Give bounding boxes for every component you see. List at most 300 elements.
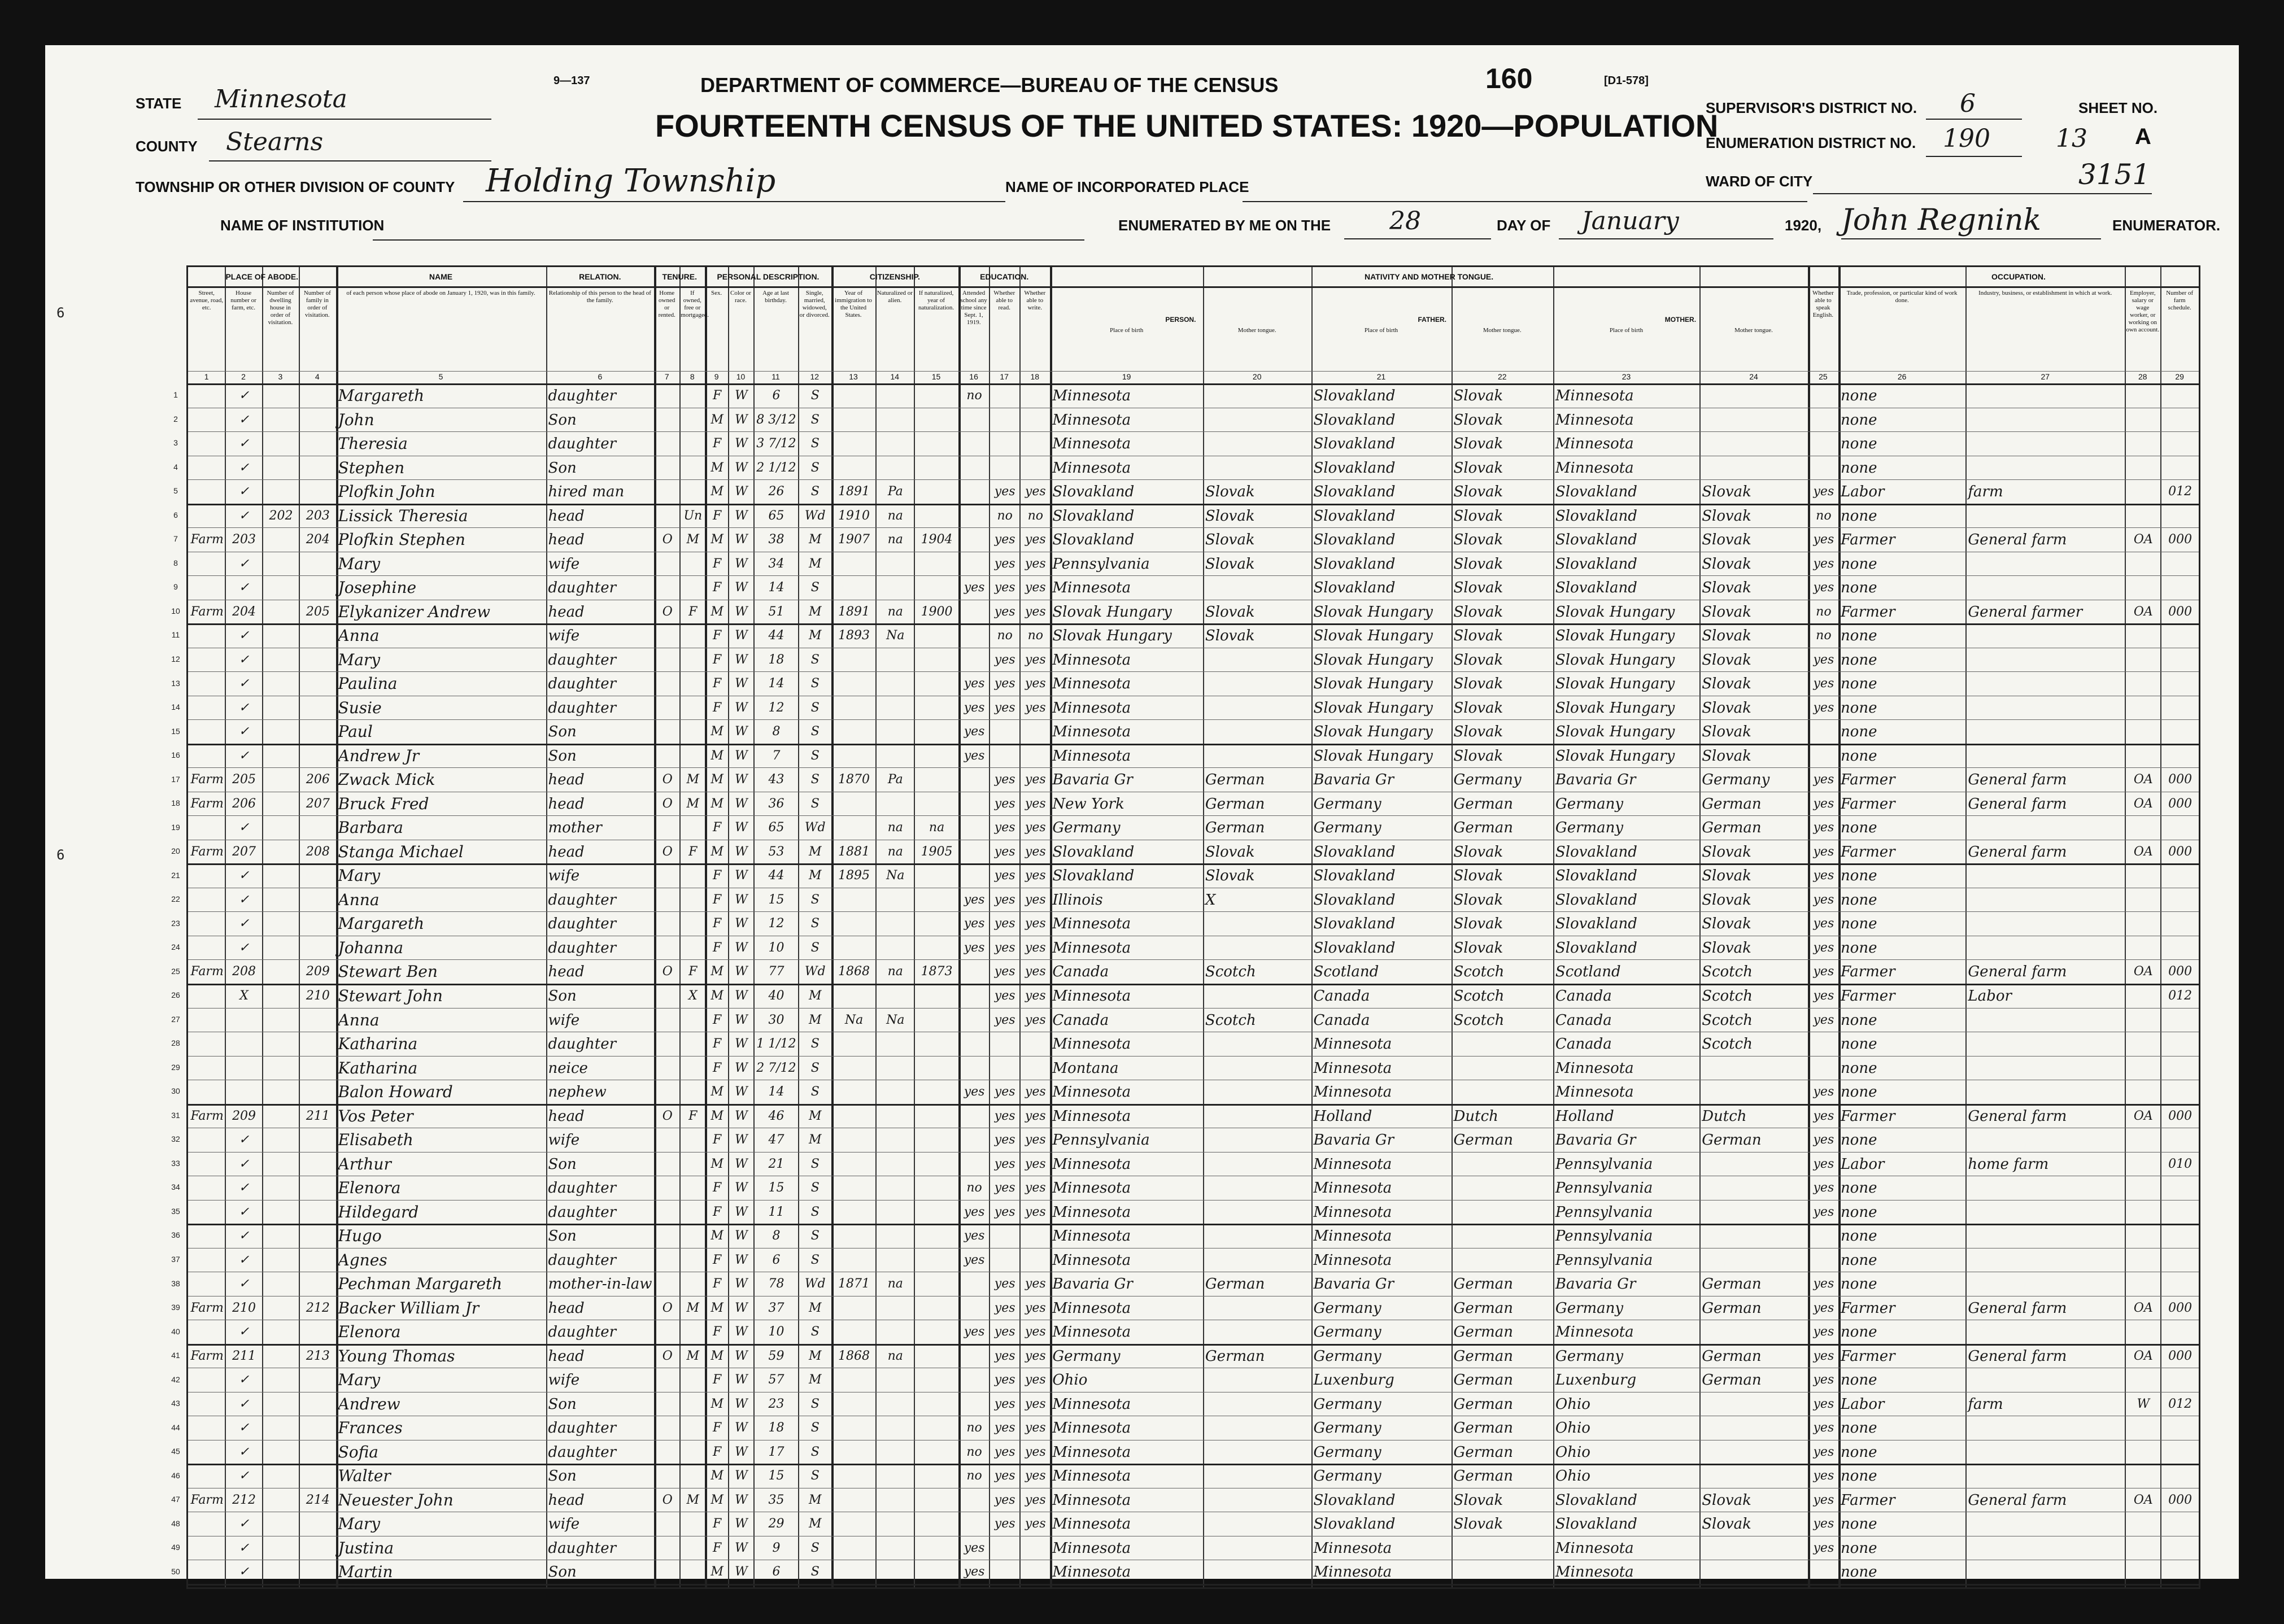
header-rule bbox=[188, 286, 2199, 288]
table-cell: Mary bbox=[338, 866, 381, 885]
table-cell: none bbox=[1840, 387, 1877, 404]
row-number: 26 bbox=[171, 990, 180, 1000]
table-cell: yes bbox=[1813, 868, 1834, 883]
enumerated-label: ENUMERATED BY ME ON THE bbox=[1118, 217, 1331, 234]
table-cell: W bbox=[735, 1469, 748, 1483]
row-number: 34 bbox=[171, 1182, 180, 1192]
table-cell: Slovak Hungary bbox=[1555, 747, 1675, 765]
ward-value: 3151 bbox=[2078, 158, 2151, 191]
table-cell: daughter bbox=[548, 579, 617, 597]
table-cell: S bbox=[810, 412, 820, 427]
table-cell: O bbox=[662, 964, 673, 979]
row-number: 25 bbox=[171, 966, 180, 976]
margin-mark-2: 6 bbox=[56, 847, 65, 863]
column-number: 14 bbox=[890, 372, 900, 381]
table-cell: M bbox=[711, 1396, 723, 1411]
table-cell: Wd bbox=[804, 820, 826, 835]
table-cell: Slovak bbox=[1453, 675, 1503, 693]
table-cell: M bbox=[808, 1492, 822, 1507]
row-number: 5 bbox=[173, 486, 178, 496]
table-cell: none bbox=[1840, 723, 1877, 741]
table-cell: ✓ bbox=[238, 1229, 250, 1243]
table-cell: wife bbox=[548, 1372, 580, 1389]
table-cell: Slovak Hungary bbox=[1313, 723, 1433, 741]
table-cell: Sofia bbox=[338, 1442, 378, 1461]
table-cell: W bbox=[735, 1565, 748, 1579]
table-cell: farm bbox=[1968, 1395, 2003, 1413]
table-cell: yes bbox=[1025, 580, 1046, 595]
table-cell: 35 bbox=[768, 1492, 784, 1507]
table-cell: no bbox=[1816, 604, 1832, 619]
table-cell: German bbox=[1453, 795, 1514, 813]
table-cell: 10 bbox=[768, 1325, 784, 1339]
table-cell: Slovakland bbox=[1313, 1491, 1396, 1509]
table-cell: Slovak bbox=[1453, 915, 1503, 933]
table-cell: Theresia bbox=[338, 434, 408, 453]
table-cell: John bbox=[338, 410, 374, 429]
table-cell: yes bbox=[1025, 868, 1046, 883]
table-cell: W bbox=[735, 532, 748, 547]
table-cell: 15 bbox=[768, 1469, 784, 1483]
table-cell: yes bbox=[994, 940, 1015, 955]
column-divider bbox=[798, 267, 799, 1587]
table-cell: 207 bbox=[306, 796, 330, 811]
column-number: 29 bbox=[2175, 372, 2184, 381]
table-cell: Martin bbox=[338, 1562, 393, 1582]
table-cell: Germany bbox=[1453, 771, 1522, 789]
table-cell: 205 bbox=[232, 772, 256, 787]
table-cell: Slovakland bbox=[1555, 843, 1637, 861]
table-cell: Slovak bbox=[1453, 867, 1503, 885]
table-cell: 000 bbox=[2168, 1492, 2193, 1507]
table-cell: Minnesota bbox=[1052, 1203, 1131, 1221]
table-cell: German bbox=[1453, 1299, 1514, 1317]
table-cell: ✓ bbox=[238, 508, 250, 523]
column-divider bbox=[1452, 267, 1453, 1587]
table-cell: OA bbox=[2133, 1300, 2153, 1315]
table-cell: ✓ bbox=[238, 1181, 250, 1195]
table-cell: no bbox=[966, 1421, 982, 1435]
table-cell: Son bbox=[548, 1468, 577, 1485]
table-cell: ✓ bbox=[238, 1565, 250, 1579]
column-divider bbox=[831, 267, 834, 1587]
table-cell: Minnesota bbox=[1052, 1324, 1131, 1341]
table-cell: 1 1/12 bbox=[756, 1037, 796, 1051]
table-cell: Slovak Hungary bbox=[1313, 747, 1433, 765]
table-cell: daughter bbox=[548, 387, 617, 404]
table-cell: no bbox=[1816, 628, 1832, 643]
table-cell: O bbox=[662, 1492, 673, 1507]
table-cell: F bbox=[713, 652, 722, 667]
table-cell: S bbox=[810, 700, 820, 715]
table-cell: Farmer bbox=[1840, 1107, 1895, 1125]
nativity-sub-label: PERSON. bbox=[1165, 316, 1196, 324]
row-number: 4 bbox=[173, 462, 178, 472]
table-cell: none bbox=[1840, 1420, 1877, 1437]
table-cell: yes bbox=[1025, 604, 1046, 619]
table-cell: yes bbox=[1025, 964, 1046, 979]
table-cell: yes bbox=[964, 724, 985, 739]
table-cell: 14 bbox=[768, 676, 784, 691]
table-cell: yes bbox=[994, 772, 1015, 787]
row-rule bbox=[188, 479, 2199, 480]
table-cell: yes bbox=[994, 916, 1015, 931]
table-cell: yes bbox=[1813, 940, 1834, 955]
table-cell: Slovak bbox=[1453, 483, 1503, 501]
table-cell: yes bbox=[964, 916, 985, 931]
table-cell: Zwack Mick bbox=[338, 770, 435, 789]
table-cell: Son bbox=[548, 1564, 577, 1581]
table-cell: Pa bbox=[887, 484, 903, 499]
table-cell: F bbox=[713, 700, 722, 715]
table-cell: head bbox=[548, 1299, 585, 1317]
table-cell: Minnesota bbox=[1052, 1228, 1131, 1245]
table-cell: W bbox=[735, 1492, 748, 1507]
table-cell: yes bbox=[994, 1204, 1015, 1219]
table-cell: Minnesota bbox=[1052, 699, 1131, 717]
table-cell: Germany bbox=[1555, 1299, 1624, 1317]
table-cell: Minnesota bbox=[1555, 1084, 1634, 1101]
table-cell: yes bbox=[994, 1181, 1015, 1195]
table-cell: OA bbox=[2133, 772, 2153, 787]
row-number: 1 bbox=[173, 390, 178, 400]
column-header-16: Attended school any time since Sept. 1, 1919. bbox=[960, 290, 987, 326]
table-cell: F bbox=[713, 1444, 722, 1459]
table-cell: head bbox=[548, 795, 585, 813]
table-cell: Bruck Fred bbox=[338, 794, 429, 813]
table-cell: Germany bbox=[1555, 795, 1624, 813]
table-cell: Farmer bbox=[1840, 963, 1895, 981]
table-cell: Slovak bbox=[1702, 675, 1751, 693]
table-cell: ✓ bbox=[238, 412, 250, 427]
table-cell: yes bbox=[1025, 1181, 1046, 1195]
row-rule bbox=[188, 1056, 2199, 1057]
table-cell: 44 bbox=[768, 628, 784, 643]
column-divider bbox=[299, 267, 300, 1587]
table-cell: S bbox=[810, 796, 820, 811]
row-number: 42 bbox=[171, 1374, 180, 1384]
column-divider bbox=[2125, 267, 2126, 1587]
table-cell: yes bbox=[964, 1565, 985, 1579]
table-cell: daughter bbox=[548, 651, 617, 669]
row-number: 13 bbox=[171, 678, 180, 688]
table-cell: Slovak Hungary bbox=[1313, 675, 1433, 693]
table-cell: Slovak bbox=[1205, 483, 1255, 501]
table-cell: Farmer bbox=[1840, 843, 1895, 861]
table-cell: Minnesota bbox=[1052, 1299, 1131, 1317]
table-cell: 65 bbox=[768, 508, 784, 523]
table-cell: yes bbox=[1025, 1108, 1046, 1123]
table-cell: head bbox=[548, 963, 585, 981]
table-cell: Son bbox=[548, 723, 577, 741]
table-cell: Slovak bbox=[1453, 459, 1503, 477]
table-cell: Slovak bbox=[1453, 1516, 1503, 1533]
table-cell: German bbox=[1453, 1132, 1514, 1149]
table-cell: yes bbox=[994, 1108, 1015, 1123]
table-cell: Pa bbox=[887, 772, 903, 787]
table-cell: wife bbox=[548, 1132, 580, 1149]
table-cell: 000 bbox=[2168, 772, 2193, 787]
table-cell: Holland bbox=[1313, 1107, 1372, 1125]
table-cell: yes bbox=[994, 989, 1015, 1003]
table-cell: Canada bbox=[1555, 1011, 1612, 1029]
table-cell: Margareth bbox=[338, 914, 425, 933]
table-cell: none bbox=[1840, 1228, 1877, 1245]
row-rule bbox=[188, 984, 2199, 985]
table-cell: W bbox=[735, 556, 748, 571]
table-cell: Son bbox=[548, 459, 577, 477]
table-cell: Labor bbox=[1840, 1395, 1885, 1413]
table-cell: yes bbox=[1025, 1300, 1046, 1315]
table-cell: 1868 bbox=[838, 1348, 870, 1363]
department-title: DEPARTMENT OF COMMERCE—BUREAU OF THE CENSUS bbox=[700, 73, 1279, 97]
sheet-page-number: 160 bbox=[1485, 63, 1533, 94]
table-cell: 209 bbox=[306, 964, 330, 979]
table-cell: yes bbox=[964, 748, 985, 763]
table-cell: Minnesota bbox=[1052, 1539, 1131, 1557]
table-cell: Slovakland bbox=[1555, 891, 1637, 909]
table-cell: 208 bbox=[232, 964, 256, 979]
table-cell: yes bbox=[1025, 1492, 1046, 1507]
sheet-letter: A bbox=[2135, 124, 2151, 149]
table-cell: W bbox=[735, 604, 748, 619]
row-number: 23 bbox=[171, 918, 180, 928]
table-cell: F bbox=[713, 940, 722, 955]
column-number: 26 bbox=[1897, 372, 1907, 381]
table-cell: 012 bbox=[2168, 484, 2193, 499]
table-cell: F bbox=[713, 508, 722, 523]
table-cell: ✓ bbox=[238, 580, 250, 595]
table-cell: General farm bbox=[1968, 843, 2067, 861]
table-cell: daughter bbox=[548, 435, 617, 453]
table-cell: Young Thomas bbox=[338, 1346, 455, 1365]
table-cell: S bbox=[810, 676, 820, 691]
table-cell: OA bbox=[2133, 1348, 2153, 1363]
table-cell: Farmer bbox=[1840, 988, 1895, 1005]
table-cell: yes bbox=[1813, 1108, 1834, 1123]
table-cell: Slovak bbox=[1702, 651, 1751, 669]
table-cell: W bbox=[735, 1085, 748, 1099]
table-cell: Canada bbox=[1052, 963, 1109, 981]
table-cell: yes bbox=[994, 796, 1015, 811]
table-cell: yes bbox=[1813, 1469, 1834, 1483]
table-cell: Walter bbox=[338, 1466, 391, 1486]
table-cell: none bbox=[1840, 555, 1877, 573]
table-cell: Slovak bbox=[1702, 843, 1751, 861]
table-cell: F bbox=[713, 916, 722, 931]
row-number: 28 bbox=[171, 1038, 180, 1048]
table-cell: O bbox=[662, 1348, 673, 1363]
table-cell: na bbox=[887, 1348, 903, 1363]
table-cell: Minnesota bbox=[1052, 459, 1131, 477]
table-cell: Stephen bbox=[338, 458, 405, 477]
table-cell: yes bbox=[1813, 1348, 1834, 1363]
table-cell: 51 bbox=[768, 604, 784, 619]
table-cell: Minnesota bbox=[1052, 1180, 1131, 1197]
column-divider bbox=[546, 267, 547, 1587]
table-cell: none bbox=[1840, 459, 1877, 477]
table-cell: Slovak bbox=[1205, 555, 1255, 573]
column-header-12: Single, married, widowed, or divorced. bbox=[799, 290, 830, 318]
table-cell: 010 bbox=[2168, 1156, 2193, 1171]
table-cell: W bbox=[735, 1156, 748, 1171]
table-cell: ✓ bbox=[238, 1444, 250, 1459]
table-cell: W bbox=[735, 748, 748, 763]
column-header-23: Place of birth bbox=[1609, 327, 1644, 334]
table-cell: New York bbox=[1052, 795, 1124, 813]
table-cell: 205 bbox=[306, 604, 330, 619]
table-cell: Stewart Ben bbox=[338, 962, 438, 981]
table-cell: na bbox=[887, 604, 903, 619]
table-cell: General farm bbox=[1968, 531, 2067, 549]
table-cell: Backer William Jr bbox=[338, 1298, 480, 1317]
census-sheet bbox=[45, 45, 2239, 1582]
row-number: 47 bbox=[171, 1495, 180, 1504]
row-number: 39 bbox=[171, 1303, 180, 1312]
column-group-4: TENURE. bbox=[662, 272, 697, 281]
table-cell: M bbox=[711, 748, 723, 763]
row-number: 31 bbox=[171, 1110, 180, 1120]
table-cell: Germany bbox=[1313, 1420, 1381, 1437]
table-cell: yes bbox=[1025, 532, 1046, 547]
table-cell: Slovak Hungary bbox=[1313, 627, 1433, 645]
row-number: 43 bbox=[171, 1399, 180, 1408]
column-number: 15 bbox=[931, 372, 941, 381]
table-cell: Elenora bbox=[338, 1322, 401, 1342]
table-cell: W bbox=[735, 989, 748, 1003]
incorporated-label: NAME OF INCORPORATED PLACE bbox=[1005, 178, 1249, 195]
table-cell: Germany bbox=[1313, 1347, 1381, 1365]
table-cell: W bbox=[735, 1421, 748, 1435]
table-cell: yes bbox=[1025, 1348, 1046, 1363]
table-cell: none bbox=[1840, 579, 1877, 597]
table-cell: Minnesota bbox=[1052, 411, 1131, 429]
table-cell: F bbox=[713, 628, 722, 643]
table-cell: yes bbox=[994, 1348, 1015, 1363]
table-cell: Slovak Hungary bbox=[1052, 627, 1172, 645]
table-cell: Scotch bbox=[1702, 1036, 1753, 1053]
row-number: 10 bbox=[171, 606, 180, 615]
table-cell: 1870 bbox=[838, 772, 870, 787]
table-cell: Slovak bbox=[1702, 531, 1751, 549]
table-cell: W bbox=[735, 964, 748, 979]
column-header-26: Trade, profession, or particular kind of work done. bbox=[1846, 290, 1958, 304]
row-number: 33 bbox=[171, 1158, 180, 1168]
table-cell: 8 bbox=[772, 1229, 781, 1243]
table-cell: 57 bbox=[768, 1373, 784, 1387]
table-cell: daughter bbox=[548, 699, 617, 717]
table-cell: Na bbox=[886, 628, 905, 643]
table-cell: yes bbox=[994, 1421, 1015, 1435]
table-cell: Farm bbox=[190, 604, 224, 619]
table-cell: Farm bbox=[190, 964, 224, 979]
table-cell: Slovakland bbox=[1313, 843, 1396, 861]
row-number: 29 bbox=[171, 1062, 180, 1072]
column-divider bbox=[1311, 267, 1313, 1587]
table-cell: M bbox=[686, 796, 700, 811]
table-cell: W bbox=[735, 1252, 748, 1267]
table-cell: 44 bbox=[768, 868, 784, 883]
table-cell: yes bbox=[1025, 844, 1046, 859]
table-cell: yes bbox=[1813, 1325, 1834, 1339]
census-title: FOURTEENTH CENSUS OF THE UNITED STATES: 1920—POPULATION bbox=[655, 108, 1719, 143]
row-number: 50 bbox=[171, 1566, 180, 1576]
table-cell: F bbox=[688, 604, 698, 619]
table-cell: Stanga Michael bbox=[338, 842, 464, 861]
column-number: 4 bbox=[315, 372, 320, 381]
table-cell: S bbox=[810, 1325, 820, 1339]
row-number: 38 bbox=[171, 1278, 180, 1288]
table-cell: Slovakland bbox=[1052, 507, 1135, 525]
table-cell: Slovak bbox=[1453, 1491, 1503, 1509]
table-cell: 21 bbox=[768, 1156, 784, 1171]
table-cell: 78 bbox=[768, 1277, 784, 1291]
table-cell: yes bbox=[1813, 1396, 1834, 1411]
table-cell: S bbox=[810, 1156, 820, 1171]
table-cell: S bbox=[810, 1565, 820, 1579]
table-cell: S bbox=[810, 724, 820, 739]
table-cell: yes bbox=[1025, 1396, 1046, 1411]
table-cell: F bbox=[713, 820, 722, 835]
table-cell: Margareth bbox=[338, 386, 425, 405]
table-cell: na bbox=[887, 1277, 903, 1291]
table-cell: Slovak bbox=[1702, 939, 1751, 957]
table-cell: General farm bbox=[1968, 963, 2067, 981]
table-cell: M bbox=[711, 484, 723, 499]
table-cell: General farmer bbox=[1968, 603, 2083, 621]
table-cell: X bbox=[239, 989, 249, 1003]
table-cell: W bbox=[735, 412, 748, 427]
margin-mark: 6 bbox=[56, 305, 65, 321]
table-cell: 000 bbox=[2168, 1300, 2193, 1315]
table-cell: 204 bbox=[232, 604, 256, 619]
table-cell: yes bbox=[1813, 844, 1834, 859]
table-cell: Bavaria Gr bbox=[1052, 1276, 1133, 1293]
table-cell: Slovak bbox=[1702, 507, 1751, 525]
table-cell: no bbox=[1027, 508, 1043, 523]
table-cell: W bbox=[735, 484, 748, 499]
table-cell: Minnesota bbox=[1555, 1059, 1634, 1077]
table-cell: 1881 bbox=[838, 844, 870, 859]
table-cell: W bbox=[735, 940, 748, 955]
table-cell: Slovak bbox=[1453, 435, 1503, 453]
table-cell: yes bbox=[1025, 1277, 1046, 1291]
column-number: 1 bbox=[204, 372, 209, 381]
table-cell: daughter bbox=[548, 1420, 617, 1437]
table-cell: M bbox=[808, 1373, 822, 1387]
table-cell: 203 bbox=[232, 532, 256, 547]
table-cell: ✓ bbox=[238, 1373, 250, 1387]
table-cell: 000 bbox=[2168, 844, 2193, 859]
row-number: 35 bbox=[171, 1206, 180, 1216]
table-cell: yes bbox=[964, 1229, 985, 1243]
row-number: 36 bbox=[171, 1230, 180, 1240]
enumeration-value: 190 bbox=[1943, 124, 1990, 153]
table-cell: yes bbox=[1025, 989, 1046, 1003]
table-cell: Minnesota bbox=[1052, 1395, 1131, 1413]
table-cell: F bbox=[688, 844, 698, 859]
table-cell: Slovak Hungary bbox=[1555, 627, 1675, 645]
column-number: 16 bbox=[969, 372, 978, 381]
form-code: [D1-578] bbox=[1604, 75, 1649, 87]
row-number: 2 bbox=[173, 414, 178, 424]
row-number: 22 bbox=[171, 894, 180, 904]
table-cell: daughter bbox=[548, 915, 617, 933]
table-cell: 212 bbox=[232, 1492, 256, 1507]
table-cell: Montana bbox=[1052, 1059, 1119, 1077]
table-cell: Scotch bbox=[1702, 1011, 1753, 1029]
table-cell: ✓ bbox=[238, 436, 250, 451]
